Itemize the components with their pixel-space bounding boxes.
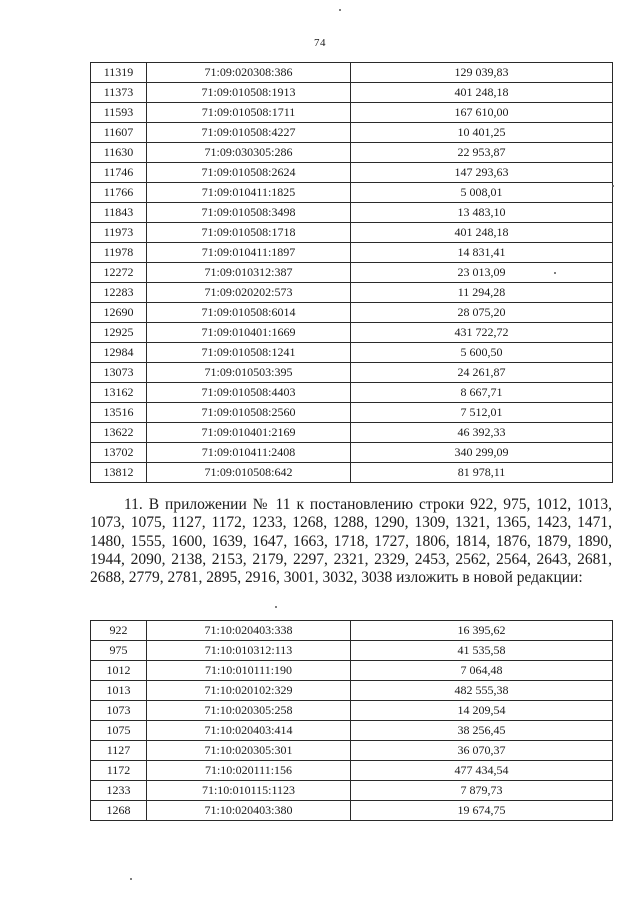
amount-cell: 19 674,75 [351, 801, 613, 821]
table-row [91, 363, 613, 383]
row-id-cell: 13702 [91, 443, 147, 463]
cadastral-number-cell: 71:10:020305:301 [147, 741, 351, 761]
row-id-cell: 11373 [91, 83, 147, 103]
row-id-cell: 12272 [91, 263, 147, 283]
amount-cell: 22 953,87 [351, 143, 613, 163]
row-id-cell: 1012 [91, 661, 147, 681]
amount-cell: 431 722,72 [351, 323, 613, 343]
table-row [91, 801, 613, 821]
table-row [91, 761, 613, 781]
row-id-cell: 1075 [91, 721, 147, 741]
cadastral-number-cell: 71:09:010312:387 [147, 263, 351, 283]
table-row [91, 463, 613, 483]
scan-speck [339, 9, 341, 11]
amount-cell: 14 209,54 [351, 701, 613, 721]
row-id-cell: 11630 [91, 143, 147, 163]
table-row [91, 781, 613, 801]
cadastral-number-cell: 71:10:020111:156 [147, 761, 351, 781]
scan-speck [612, 185, 614, 187]
row-id-cell: 11766 [91, 183, 147, 203]
table-body [91, 621, 613, 821]
cadastral-number-cell: 71:09:010401:2169 [147, 423, 351, 443]
row-id-cell: 11593 [91, 103, 147, 123]
cadastral-number-cell: 71:10:020403:338 [147, 621, 351, 641]
amount-cell: 28 075,20 [351, 303, 613, 323]
table-row [91, 303, 613, 323]
amount-cell: 401 248,18 [351, 83, 613, 103]
row-id-cell: 1233 [91, 781, 147, 801]
row-id-cell: 13073 [91, 363, 147, 383]
row-id-cell: 1073 [91, 701, 147, 721]
scan-speck [275, 606, 277, 608]
cadastral-number-cell: 71:10:020403:380 [147, 801, 351, 821]
amendment-paragraph: 11. В приложении № 11 к постановлению строки 922, 975, 1012, 1013, 1073, 1075, 1127, 1172, 1233, 1268, 1288, 1290, 1309, 1321, 1365, 1423, 1471, 1480, 1555, 1600, 1639, 1647, 1663, 1718, 1727, 1806, 1814, 1876, 1879, 1890, 1944, 2090, 2138, 2153, 2179, 2297, 2321, 2329, 2453, 2562, 2564, 2643, 2681, 2688, 2779, 2781, 2895, 2916, 3001, 3032, 3038 изложить в новой редакции: [90, 496, 612, 587]
table-row [91, 243, 613, 263]
amount-cell: 38 256,45 [351, 721, 613, 741]
amount-cell: 129 039,83 [351, 63, 613, 83]
amount-cell: 482 555,38 [351, 681, 613, 701]
table-row [91, 443, 613, 463]
row-id-cell: 1013 [91, 681, 147, 701]
cadastral-number-cell: 71:09:020308:386 [147, 63, 351, 83]
cadastral-number-cell: 71:10:020305:258 [147, 701, 351, 721]
table-row [91, 621, 613, 641]
cadastral-number-cell: 71:09:010508:1913 [147, 83, 351, 103]
table-row [91, 223, 613, 243]
cadastral-number-cell: 71:09:010508:3498 [147, 203, 351, 223]
table-row [91, 661, 613, 681]
table-row [91, 283, 613, 303]
cadastral-number-cell: 71:09:010508:1241 [147, 343, 351, 363]
amount-cell: 5 008,01 [351, 183, 613, 203]
amount-cell: 36 070,37 [351, 741, 613, 761]
amount-cell: 16 395,62 [351, 621, 613, 641]
table-row [91, 721, 613, 741]
cadastral-number-cell: 71:09:010508:1718 [147, 223, 351, 243]
amount-cell: 81 978,11 [351, 463, 613, 483]
cadastral-number-cell: 71:09:010508:2624 [147, 163, 351, 183]
cadastral-number-cell: 71:09:010508:1711 [147, 103, 351, 123]
cadastral-number-cell: 71:09:010508:642 [147, 463, 351, 483]
row-id-cell: 11973 [91, 223, 147, 243]
cadastral-number-cell: 71:10:010312:113 [147, 641, 351, 661]
cadastral-number-cell: 71:09:010508:4403 [147, 383, 351, 403]
table-row [91, 343, 613, 363]
scan-speck [554, 272, 556, 274]
cadastral-number-cell: 71:09:010508:4227 [147, 123, 351, 143]
scan-speck [130, 878, 132, 880]
table-row [91, 63, 613, 83]
row-id-cell: 13516 [91, 403, 147, 423]
table-row [91, 741, 613, 761]
cadastral-number-cell: 71:10:010111:190 [147, 661, 351, 681]
cadastral-number-cell: 71:09:020202:573 [147, 283, 351, 303]
amount-cell: 401 248,18 [351, 223, 613, 243]
table-body [91, 63, 613, 483]
cadastral-number-cell: 71:09:010508:6014 [147, 303, 351, 323]
amount-cell: 10 401,25 [351, 123, 613, 143]
table-row [91, 103, 613, 123]
row-id-cell: 12984 [91, 343, 147, 363]
table-row [91, 183, 613, 203]
row-id-cell: 12283 [91, 283, 147, 303]
cadastral-number-cell: 71:09:030305:286 [147, 143, 351, 163]
table-row [91, 423, 613, 443]
amount-cell: 13 483,10 [351, 203, 613, 223]
cadastral-number-cell: 71:09:010508:2560 [147, 403, 351, 423]
cadastral-number-cell: 71:09:010411:2408 [147, 443, 351, 463]
table-row [91, 383, 613, 403]
cadastral-number-cell: 71:09:010503:395 [147, 363, 351, 383]
amount-cell: 24 261,87 [351, 363, 613, 383]
row-id-cell: 11607 [91, 123, 147, 143]
amount-cell: 46 392,33 [351, 423, 613, 443]
table-row [91, 123, 613, 143]
row-id-cell: 13812 [91, 463, 147, 483]
table-row [91, 641, 613, 661]
row-id-cell: 11843 [91, 203, 147, 223]
row-id-cell: 922 [91, 621, 147, 641]
cadastral-number-cell: 71:09:010401:1669 [147, 323, 351, 343]
cadastral-number-cell: 71:10:020102:329 [147, 681, 351, 701]
row-id-cell: 1172 [91, 761, 147, 781]
amount-cell: 340 299,09 [351, 443, 613, 463]
row-id-cell: 13162 [91, 383, 147, 403]
table-row [91, 263, 613, 283]
table-row [91, 403, 613, 423]
row-id-cell: 13622 [91, 423, 147, 443]
cadastral-number-cell: 71:09:010411:1825 [147, 183, 351, 203]
table-row [91, 143, 613, 163]
amount-cell: 7 512,01 [351, 403, 613, 423]
row-id-cell: 1127 [91, 741, 147, 761]
table-row [91, 83, 613, 103]
cadastral-number-cell: 71:10:020403:414 [147, 721, 351, 741]
amount-cell: 14 831,41 [351, 243, 613, 263]
row-id-cell: 12925 [91, 323, 147, 343]
amount-cell: 23 013,09 [351, 263, 613, 283]
cadastral-number-cell: 71:10:010115:1123 [147, 781, 351, 801]
cadastral-table-1 [90, 62, 613, 483]
row-id-cell: 975 [91, 641, 147, 661]
row-id-cell: 1268 [91, 801, 147, 821]
amount-cell: 477 434,54 [351, 761, 613, 781]
amount-cell: 147 293,63 [351, 163, 613, 183]
table-row [91, 203, 613, 223]
table-row [91, 163, 613, 183]
amount-cell: 7 879,73 [351, 781, 613, 801]
cadastral-number-cell: 71:09:010411:1897 [147, 243, 351, 263]
amount-cell: 167 610,00 [351, 103, 613, 123]
row-id-cell: 11978 [91, 243, 147, 263]
row-id-cell: 11319 [91, 63, 147, 83]
row-id-cell: 11746 [91, 163, 147, 183]
amount-cell: 7 064,48 [351, 661, 613, 681]
table-row [91, 701, 613, 721]
amount-cell: 41 535,58 [351, 641, 613, 661]
cadastral-table-2 [90, 620, 613, 821]
amount-cell: 8 667,71 [351, 383, 613, 403]
row-id-cell: 12690 [91, 303, 147, 323]
amount-cell: 11 294,28 [351, 283, 613, 303]
amount-cell: 5 600,50 [351, 343, 613, 363]
page-number: 74 [314, 37, 326, 49]
table-row [91, 323, 613, 343]
table-row [91, 681, 613, 701]
